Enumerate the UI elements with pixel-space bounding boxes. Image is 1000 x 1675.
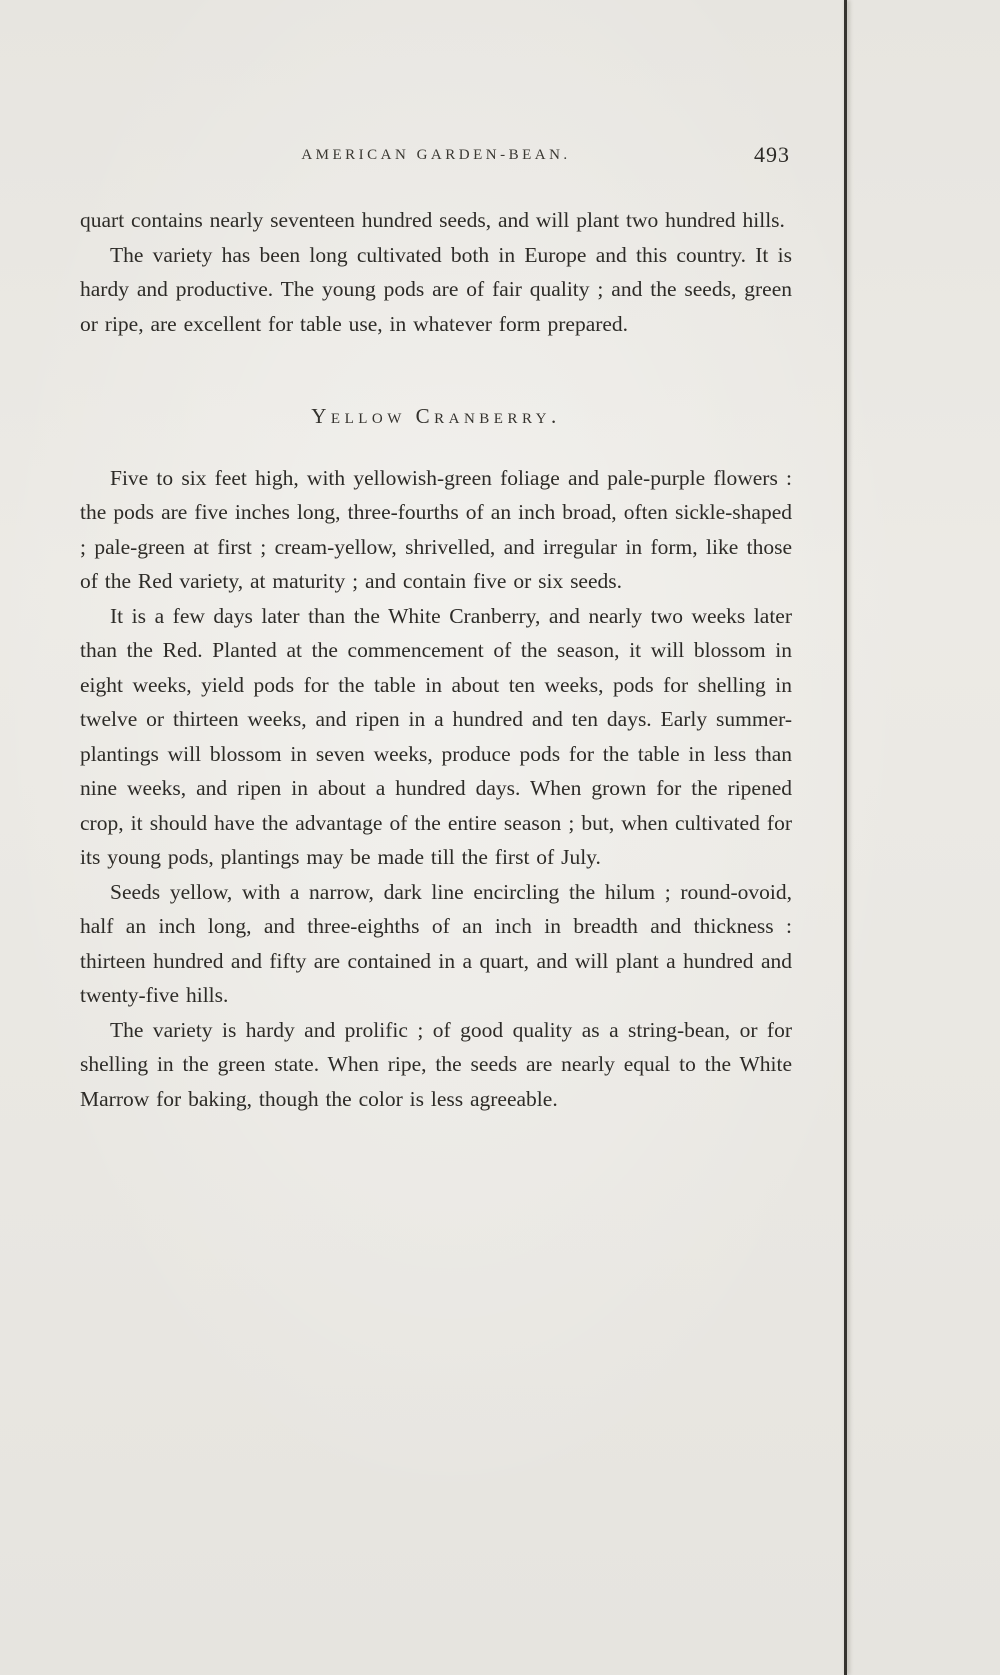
paragraph: The variety is hardy and prolific ; of good quality as a string-bean, or for shelling in the green state. When ripe, the seeds are nearly equal to the White Marrow for baking, though the color is less agreeable.: [80, 1017, 792, 1111]
paragraph-continuation: quart contains nearly seventeen hundred seeds, and will plant two hundred hills.: [80, 208, 785, 232]
page-header: [80, 142, 792, 172]
page-body: [80, 203, 792, 1116]
paragraph: Five to six feet high, with yellowish-green foliage and pale-purple flowers : the pods are five inches long, three-fourths of an inch broad, often sickle-shaped ; pale-green at first ; cream-yellow, shrivelled, and irregular in form, like those of the Red variety, at maturity ; and contain five or six seeds.: [80, 465, 792, 593]
paragraph: The variety has been long cultivated both in Europe and this country. It is hardy and productive. The young pods are of fair quality ; and the seeds, green or ripe, are excellent for table use, in whatever form prepared.: [80, 242, 792, 336]
page-number: 493: [754, 142, 790, 167]
running-title: AMERICAN GARDEN-BEAN.: [301, 147, 571, 163]
paragraph: Seeds yellow, with a narrow, dark line encircling the hilum ; round-ovoid, half an inch long, and three-eighths of an inch in breadth and thickness : thirteen hundred and fifty are contained in a quart, and will plant a hundred and twenty-five hills.: [80, 879, 792, 1007]
section-heading: Yellow Cranberry.: [311, 404, 561, 428]
page-edge-line: [844, 0, 847, 1675]
paragraph: It is a few days later than the White Cranberry, and nearly two weeks later than the Red. Planted at the commencement of the season, it will blossom in eight weeks, yield pods for the table in about ten weeks, pods for shelling in twelve or thirteen weeks, and ripen in a hundred and ten days. Early summer-plantings will blossom in seven weeks, produce pods for the table in less than nine weeks, and ripen in about a hundred days. When grown for the ripened crop, it should have the advantage of the entire season ; but, when cultivated for its young pods, plantings may be made till the first of July.: [80, 603, 792, 869]
